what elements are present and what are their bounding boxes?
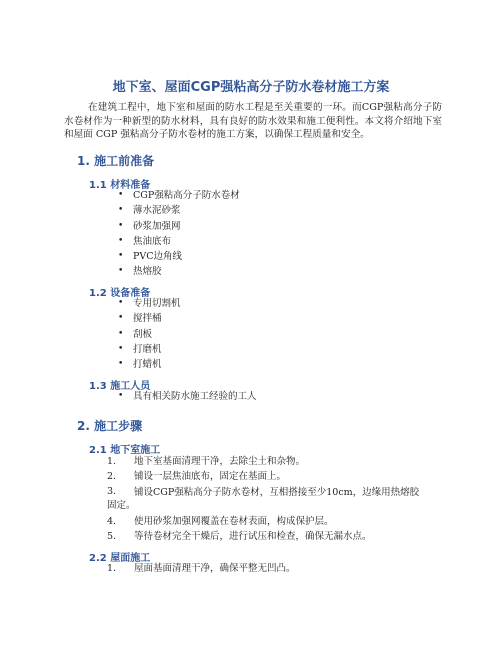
bullet-icon: •	[118, 235, 124, 246]
document-title: 地下室、屋面CGP强粘高分子防水卷材施工方案	[112, 80, 390, 95]
list-item: • 刮板	[118, 327, 181, 342]
subsection-heading-materials: 1.1 材料准备	[89, 180, 151, 191]
list-item: 1. 地下室基面清理干净，去除尘土和杂物。	[107, 456, 306, 467]
materials-list	[118, 188, 240, 280]
basement-steps-list	[107, 454, 437, 544]
subsection-heading-workers: 1.3 施工人员	[89, 381, 151, 392]
bullet-icon: •	[118, 266, 124, 277]
list-item: • 打蜡机	[118, 357, 181, 372]
roof-steps-list	[107, 561, 437, 576]
bullet-icon: •	[118, 313, 124, 324]
subsection-heading-equipment: 1.2 设备准备	[89, 288, 151, 299]
section-heading-steps: 2. 施工步骤	[77, 419, 143, 433]
list-item: • PVC边角线	[118, 249, 240, 264]
list-item: 1. 屋面基面清理干净，确保平整无凹凸。	[107, 563, 296, 574]
bullet-icon: •	[118, 343, 124, 354]
list-item: • 专用切割机	[118, 296, 181, 311]
list-item: 3. 铺设CGP强粘高分子防水卷材，互相搭接至少10cm，边缘用热熔胶 固定。	[107, 485, 420, 512]
bullet-icon: •	[118, 391, 124, 401]
bullet-icon: •	[118, 190, 124, 200]
list-item: • CGP强粘高分子防水卷材	[118, 188, 240, 203]
list-item: 4. 使用砂浆加强网覆盖在卷材表面，构成保护层。	[107, 515, 334, 527]
list-item: • 焦油底布	[118, 234, 240, 249]
subsection-heading-roof: 2.2 屋面施工	[89, 553, 151, 564]
list-item: • 薄水泥砂浆	[118, 203, 240, 218]
list-item: • 砂浆加强网	[118, 219, 240, 234]
list-item: 5. 等待卷材完全干燥后，进行试压和检查，确保无漏水点。	[107, 530, 372, 542]
bullet-icon: •	[118, 359, 124, 370]
list-item: • 具有相关防水施工经验的工人	[118, 389, 257, 404]
intro-paragraph: 在建筑工程中，地下室和屋面的防水工程是至关重要的一环。而CGP强粘高分子防水卷材作为一种新型的防水材料，具有良好的防水效果和施工便利性。本文将介绍地下室和屋面 CGP 强粘高分子防水卷材的施工方案，以确保工程质量和安全。	[64, 102, 442, 140]
section-heading-preparation: 1. 施工前准备	[77, 154, 155, 168]
list-item: • 打磨机	[118, 342, 181, 357]
bullet-icon: •	[118, 298, 124, 308]
list-item: • 热熔胶	[118, 264, 240, 279]
workers-list	[118, 389, 257, 404]
bullet-icon: •	[118, 251, 124, 262]
bullet-icon: •	[118, 328, 124, 339]
list-item: • 搅拌桶	[118, 311, 181, 326]
subsection-heading-basement: 2.1 地下室施工	[89, 445, 161, 456]
bullet-icon: •	[118, 220, 124, 231]
list-item: 2. 铺设一层焦油底布，固定在基面上。	[107, 471, 287, 483]
equipment-list	[118, 296, 181, 372]
bullet-icon: •	[118, 205, 124, 216]
